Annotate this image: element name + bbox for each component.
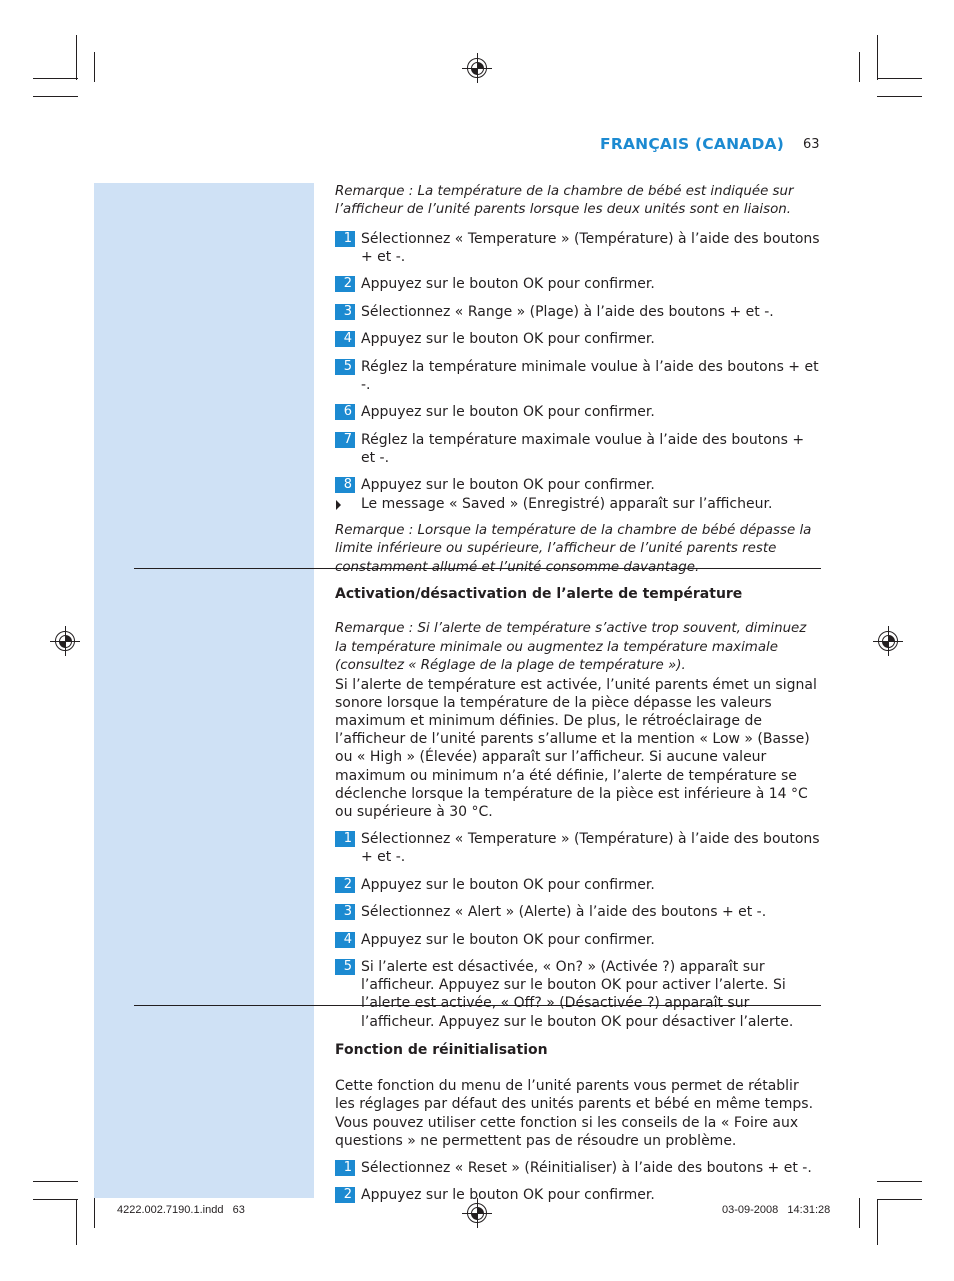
note: Remarque : Lorsque la température de la chambre de bébé dépasse la limite inférieure ou supérieure, l’afficheur de l’unité parents reste constamment allumé et l’unité consomme davantage. [335, 522, 812, 575]
paragraph: Cette fonction du menu de l’unité parents vous permet de rétablir les réglages par défaut des unités parents et bébé en même temps. Vous pouvez utiliser cette fonction si les conseils de la « Foire aux questions » ne permettent pas de résoudre un problème. [335, 1078, 814, 1149]
main-content [335, 183, 821, 1214]
sidebar-panel [94, 183, 314, 1198]
section-heading: Fonction de réinitialisation [335, 1041, 548, 1058]
footer-timestamp: 03-09-2008 14:31:28 [722, 1204, 831, 1216]
crop-mark [33, 96, 78, 97]
step-item: 1 Sélectionnez « Temperature » (Température) à l’aide des boutons + et -. [335, 230, 821, 266]
crop-mark [877, 96, 922, 97]
crop-mark [877, 35, 878, 80]
step-item: 2 Appuyez sur le bouton OK pour confirmer. [335, 275, 821, 293]
crop-mark [859, 52, 860, 82]
registration-mark-icon [55, 631, 75, 651]
crop-mark [33, 1181, 78, 1182]
language-heading: FRANÇAIS (CANADA) [600, 135, 784, 153]
crop-mark [76, 35, 77, 80]
step-item: 2 Appuyez sur le bouton OK pour confirmer. [335, 1186, 821, 1204]
crop-mark [877, 1181, 922, 1182]
step-item: 2 Appuyez sur le bouton OK pour confirmer. [335, 876, 821, 894]
crop-mark [877, 1199, 922, 1200]
crop-mark [33, 78, 78, 79]
result-arrow-icon [336, 500, 341, 510]
crop-mark [94, 1198, 95, 1228]
paragraph: Si l’alerte de température est activée, l’unité parents émet un signal sonore lorsque la température de la pièce dépasse les valeurs maximum et minimum définies. De plus, le rétroéclairage de l’afficheur de l’unité parents s’allume et la mention « Low » (Basse) ou « High » (Élevée) apparaît sur l’afficheur. Si aucune valeur maximum ou minimum n’a été définie, l’alerte de température se déclenche lorsque la température de la pièce est inférieure à 14 °C ou supérieure à 30 °C. [335, 676, 817, 820]
registration-mark-icon [467, 58, 487, 78]
step-item: 7 Réglez la température maximale voulue à l’aide des boutons + et -. [335, 431, 821, 467]
step-item: 5 Si l’alerte est désactivée, « On? » (Activée ?) apparaît sur l’afficheur. Appuyez sur le bouton OK pour activer l’alerte. Si l’alerte est activée, « Off? » (Désactivée ?) apparaît sur l’afficheur. Appuyez sur le bouton OK pour désactiver l’alerte. [335, 958, 821, 1031]
page-number: 63 [803, 137, 820, 152]
crop-mark [33, 1199, 78, 1200]
note: Remarque : La température de la chambre de bébé est indiquée sur l’afficheur de l’unité parents lorsque les deux unités sont en liaison. [335, 184, 794, 218]
crop-mark [877, 78, 922, 79]
step-item: 1 Sélectionnez « Reset » (Réinitialiser) à l’aide des boutons + et -. [335, 1159, 821, 1177]
result-item: Le message « Saved » (Enregistré) apparaît sur l’afficheur. [335, 495, 821, 513]
step-item: 6 Appuyez sur le bouton OK pour confirmer. [335, 403, 821, 421]
step-item: 3 Sélectionnez « Range » (Plage) à l’aide des boutons + et -. [335, 303, 821, 321]
footer-file-info: 4222.002.7190.1.indd 63 [117, 1204, 245, 1216]
step-item: 4 Appuyez sur le bouton OK pour confirmer. [335, 931, 821, 949]
note: Remarque : Si l’alerte de température s’active trop souvent, diminuez la température minimale ou augmentez la température maximale (consultez « Réglage de la plage de température »). [335, 621, 807, 674]
step-item: 5 Réglez la température minimale voulue à l’aide des boutons + et -. [335, 358, 821, 394]
step-item: 8 Appuyez sur le bouton OK pour confirmer. [335, 476, 821, 494]
crop-mark [859, 1198, 860, 1228]
step-item: 3 Sélectionnez « Alert » (Alerte) à l’aide des boutons + et -. [335, 903, 821, 921]
registration-mark-icon [878, 631, 898, 651]
crop-mark [94, 52, 95, 82]
step-item: 4 Appuyez sur le bouton OK pour confirmer. [335, 330, 821, 348]
step-item: 1 Sélectionnez « Temperature » (Température) à l’aide des boutons + et -. [335, 830, 821, 866]
section-heading: Activation/désactivation de l’alerte de température [335, 586, 743, 603]
crop-mark [76, 1200, 77, 1245]
crop-mark [877, 1200, 878, 1245]
